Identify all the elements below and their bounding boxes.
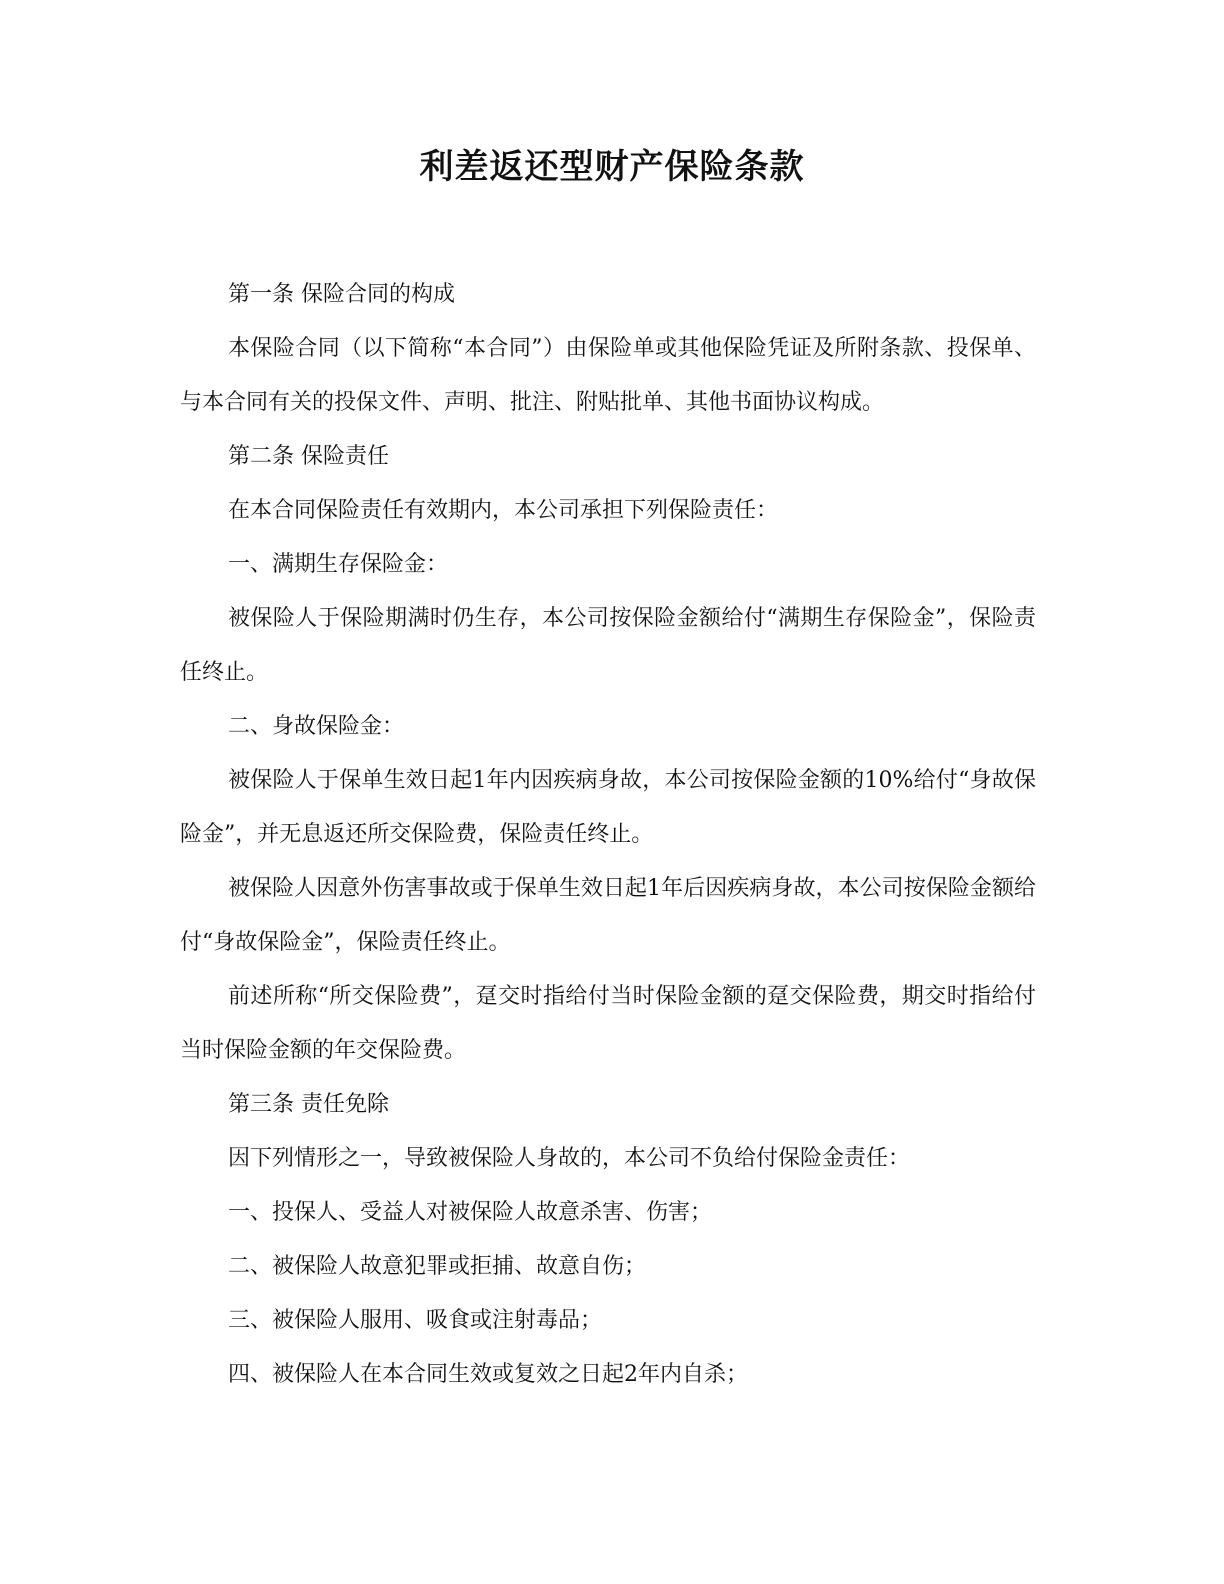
death-benefit-text-2: 被保险人因意外伤害事故或于保单生效日起1年后因疾病身故，本公司按保险金额给付“身故保险金”，保险责任终止。 [180, 876, 1036, 955]
exclusion-item-3: 三、被保险人服用、吸食或注射毒品； [228, 1308, 603, 1333]
article-3-heading: 第三条 责任免除 [228, 1092, 389, 1117]
maturity-benefit-heading: 一、满期生存保险金： [228, 552, 449, 577]
maturity-benefit-text: 被保险人于保险期满时仍生存，本公司按保险金额给付“满期生存保险金”，保险责任终止。 [180, 606, 1036, 685]
article-1-heading: 第一条 保险合同的构成 [228, 282, 455, 307]
document-title: 利差返还型财产保险条款 [419, 147, 805, 187]
death-benefit-heading: 二、身故保险金： [228, 714, 405, 739]
premium-definition-text: 前述所称“所交保险费”，趸交时指给付当时保险金额的趸交保险费，期交时指给付当时保险金额的年交保险费。 [180, 984, 1036, 1063]
exclusions-intro: 因下列情形之一，导致被保险人身故的，本公司不负给付保险金责任： [228, 1146, 911, 1171]
document-body [180, 268, 1036, 1402]
article-2-intro: 在本合同保险责任有效期内，本公司承担下列保险责任： [228, 498, 779, 523]
death-benefit-text-1: 被保险人于保单生效日起1年内因疾病身故，本公司按保险金额的10%给付“身故保险金”，并无息返还所交保险费，保险责任终止。 [180, 768, 1036, 847]
exclusion-item-2: 二、被保险人故意犯罪或拒捕、故意自伤； [228, 1254, 647, 1279]
article-1-text: 本保险合同（以下简称“本合同”）由保险单或其他保险凭证及所附条款、投保单、与本合同有关的投保文件、声明、批注、附贴批单、其他书面协议构成。 [180, 336, 1036, 415]
exclusion-item-1: 一、投保人、受益人对被保险人故意杀害、伤害； [228, 1200, 713, 1225]
article-2-heading: 第二条 保险责任 [228, 444, 389, 469]
exclusion-item-4: 四、被保险人在本合同生效或复效之日起2年内自杀； [228, 1362, 748, 1387]
